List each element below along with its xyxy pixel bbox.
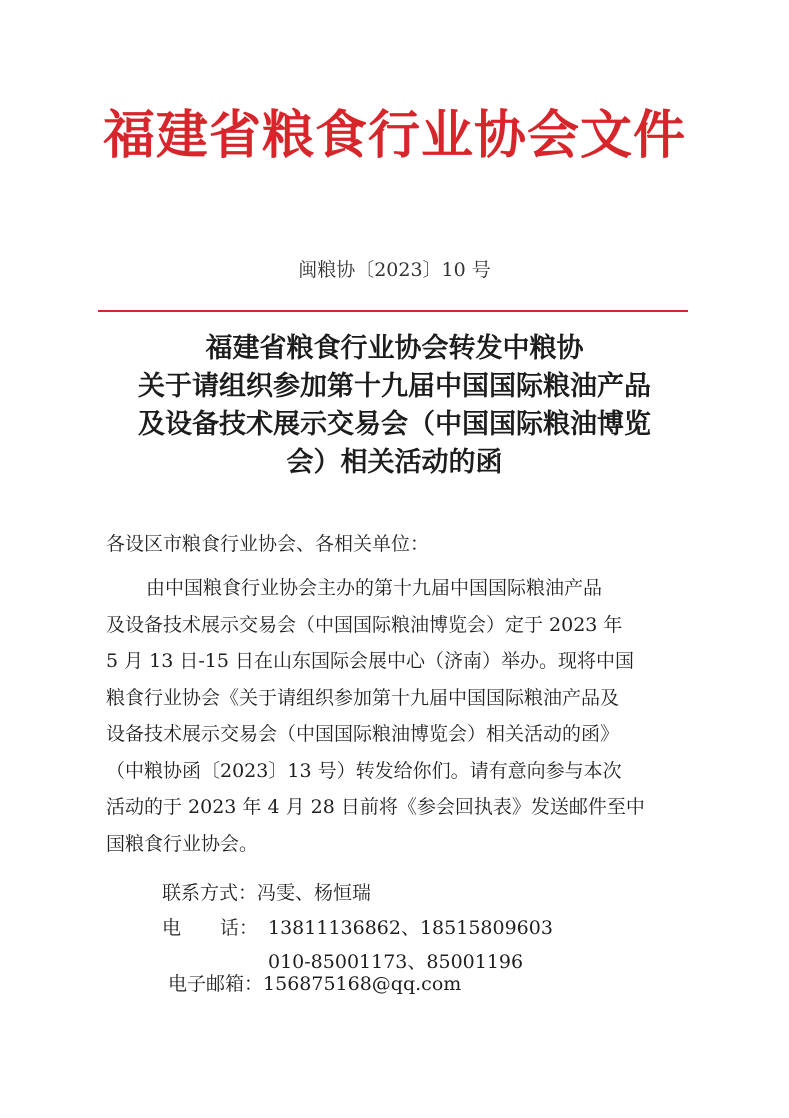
body-line: 设备技术展示交易会（中国国际粮油博览会）相关活动的函》 (106, 723, 620, 745)
subject-heading (100, 330, 689, 482)
body-line: 及设备技术展示交易会（中国国际粮油博览会）定于 2023 年 (106, 613, 623, 636)
document-number: 闽粮协〔2023〕10 号 (298, 259, 491, 281)
contact-block (162, 876, 553, 980)
body-line: 由中国粮食行业协会主办的第十九届中国国际粮油产品 (146, 577, 603, 599)
salutation: 各设区市粮食行业协会、各相关单位： (106, 533, 430, 555)
phone-label-part: 话： (219, 916, 258, 939)
body-line: 国粮食行业协会。 (106, 832, 259, 855)
phone-numbers-line2: 010-85001173、85001196 (268, 951, 524, 973)
phone-row (162, 911, 553, 946)
email-row (168, 970, 461, 998)
body-line: （中粮协函〔2023〕13 号）转发给你们。请有意向参与本次 (106, 759, 622, 782)
subject-line: 及设备技术展示交易会（中国国际粮油博览 (138, 409, 651, 440)
subject-line: 会）相关活动的函 (286, 447, 503, 478)
phone-numbers-line1: 13811136862、18515809603 (268, 916, 553, 939)
subject-line: 福建省粮食行业协会转发中粮协 (205, 333, 584, 364)
contact-method-label: 联系方式： (162, 882, 258, 904)
letterhead-red-rule (98, 310, 688, 312)
phone-label (162, 911, 268, 946)
subject-line: 关于请组织参加第十九届中国国际粮油产品 (138, 371, 651, 402)
body-line: 5 月 13 日-15 日在山东国际会展中心（济南）举办。现将中国 (106, 650, 635, 672)
phone-label-part: 电 (162, 916, 182, 939)
email-value: 156875168@qq.com (263, 973, 462, 995)
body-paragraph (106, 570, 686, 862)
email-label: 电子邮箱： (168, 973, 264, 995)
contact-method-row (162, 876, 553, 911)
body-line: 活动的于 2023 年 4 月 28 日前将《参会回执表》发送邮件至中 (106, 796, 645, 818)
letterhead-title: 福建省粮食行业协会文件 (102, 106, 686, 166)
contact-method-value: 冯雯、杨恒瑞 (257, 882, 372, 904)
body-line: 粮食行业协会《关于请组织参加第十九届中国国际粮油产品及 (106, 686, 620, 709)
